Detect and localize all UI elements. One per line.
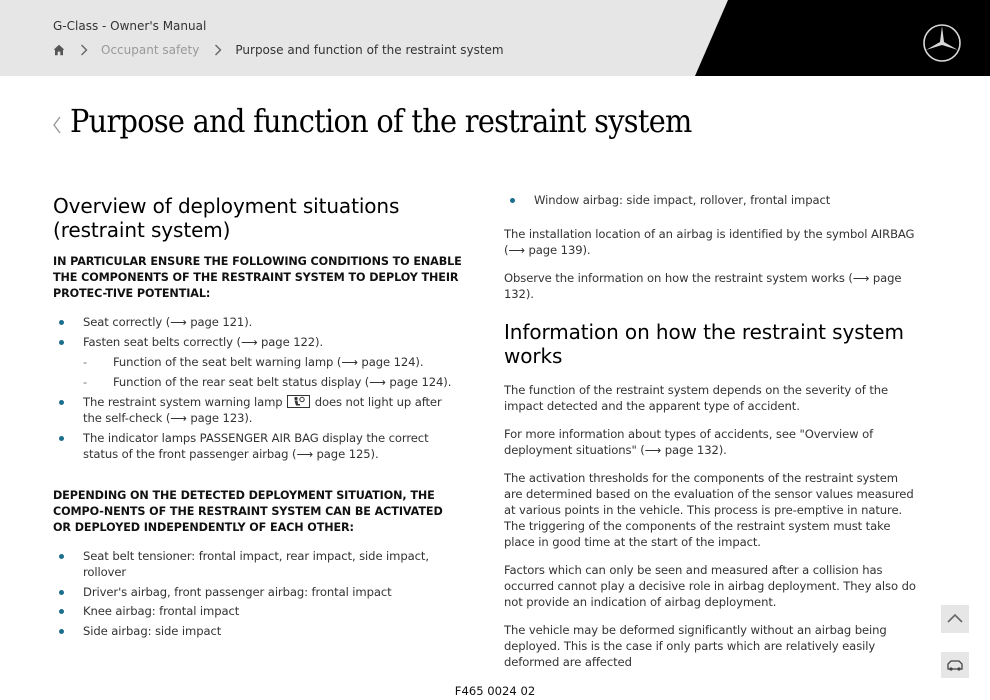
list-item — [53, 430, 463, 462]
list-item-text: Driver's airbag, front passenger airbag: frontal impact — [83, 584, 392, 599]
mercedes-star-logo[interactable] — [922, 23, 962, 63]
list-item-text: does not light up after the self-check (⟶ page 123). — [83, 395, 442, 425]
manual-title[interactable]: G-Class - Owner's Manual — [53, 19, 207, 33]
list-item — [504, 192, 916, 208]
chevron-left-icon[interactable] — [50, 112, 64, 138]
list-item-text: Knee airbag: frontal impact — [83, 604, 240, 618]
list-item — [53, 394, 463, 426]
scroll-to-top-icon — [947, 613, 963, 623]
figure-code: F465 0024 02 — [454, 684, 536, 698]
section-heading-how-it-works: Information on how the restraint system works — [504, 320, 904, 368]
list-item — [53, 334, 463, 350]
chevron-right-icon — [214, 44, 222, 56]
paragraph: For more information about types of accidents, see "Overview of deployment situations" (⟶ page 132). — [504, 427, 874, 457]
list-item-text: Fasten seat belts correctly (⟶ page 122). — [83, 335, 324, 349]
list-item — [53, 603, 463, 619]
list-item — [53, 314, 463, 330]
vehicle-button[interactable] — [941, 652, 969, 678]
home-icon[interactable] — [53, 44, 65, 56]
list-item-text: The restraint system warning lamp — [83, 395, 283, 409]
list-item-text: Seat correctly (⟶ page 121). — [83, 315, 253, 329]
list-item-text: Window airbag: side impact, rollover, frontal impact — [534, 193, 831, 207]
deployment-list — [53, 548, 463, 639]
paragraph: Factors which can only be seen and measured after a collision has occurred cannot play a decisive role in airbag deployment. They also do not provide an indication of airbag deployment. — [504, 563, 916, 609]
breadcrumb-current-page: Purpose and function of the restraint system — [235, 43, 504, 57]
chevron-right-icon — [80, 44, 88, 56]
paragraph: The activation thresholds for the components of the restraint system are determined based on the evaluation of the sensor values measured at various points in the vehicle. This process is pre-emptive in nature. The triggering of the components of the restraint system must take place in good time at the start of the impact. — [504, 471, 914, 549]
list-item — [53, 548, 463, 580]
list-item-text: The indicator lamps PASSENGER AIR BAG display the correct status of the front passenger airbag (⟶ page 125). — [83, 431, 429, 461]
deployment-heading: DEPENDING ON THE DETECTED DEPLOYMENT SITUATION, THE COMPO-NENTS OF THE RESTRAINT SYSTEM CAN BE ACTIVATED OR DEPLOYED INDEPENDENTLY OF EACH OTHER: — [53, 489, 443, 534]
list-item-text: Function of the seat belt warning lamp (⟶ page 124). — [113, 355, 424, 369]
list-item — [53, 623, 463, 639]
section-heading-deployment: Overview of deployment situations (restraint system) — [53, 194, 400, 242]
vehicle-icon — [946, 658, 964, 672]
list-item — [53, 584, 463, 600]
conditions-list — [53, 314, 463, 462]
sub-list-item — [53, 374, 463, 390]
right-column — [504, 192, 916, 670]
breadcrumb — [53, 42, 504, 58]
list-item-text: Seat belt tensioner: frontal impact, rear impact, side impact, rollover — [83, 549, 429, 579]
scroll-to-top-button[interactable] — [941, 605, 969, 633]
paragraph: The function of the restraint system depends on the severity of the impact detected and the apparent type of accident. — [504, 383, 889, 413]
paragraph: The installation location of an airbag is identified by the symbol AIRBAG (⟶ page 139). — [504, 227, 915, 257]
deployment-list-continued — [504, 192, 916, 208]
left-column — [53, 194, 463, 642]
sub-list-item — [53, 354, 463, 370]
paragraph: The vehicle may be deformed significantly without an airbag being deployed. This is the case if only parts which are relatively easily deformed are affected — [504, 623, 887, 669]
breadcrumb-occupant-safety[interactable]: Occupant safety — [101, 43, 200, 57]
page-title: Purpose and function of the restraint system — [70, 102, 692, 140]
restraint-warning-lamp-icon — [287, 395, 310, 408]
conditions-heading: IN PARTICULAR ENSURE THE FOLLOWING CONDITIONS TO ENABLE THE COMPONENTS OF THE RESTRAINT SYSTEM TO DEPLOY THEIR PROTEC-TIVE POTENTIAL: — [53, 255, 462, 300]
paragraph: Observe the information on how the restraint system works (⟶ page 132). — [504, 271, 902, 301]
list-item-text: Side airbag: side impact — [83, 623, 222, 638]
list-item-text: Function of the rear seat belt status display (⟶ page 124). — [113, 375, 452, 389]
